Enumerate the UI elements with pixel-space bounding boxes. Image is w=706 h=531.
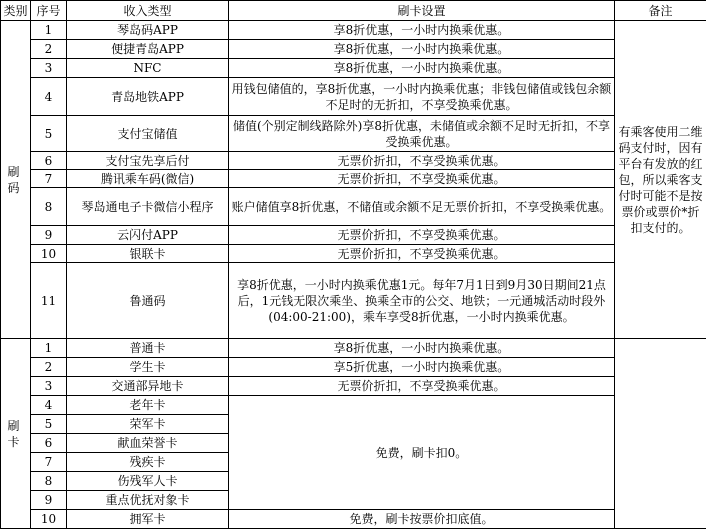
row-type: 老年卡 bbox=[67, 396, 229, 415]
row-type: 伤残军人卡 bbox=[67, 472, 229, 491]
row-setting: 享8折优惠，一小时内换乘优惠。 bbox=[229, 21, 615, 40]
row-seq: 4 bbox=[31, 78, 67, 116]
row-type: 鲁通码 bbox=[67, 263, 229, 339]
header-income-type: 收入类型 bbox=[67, 1, 229, 21]
row-setting: 储值(个别定制线路除外)享8折优惠，未储值或余额不足时无折扣，不享受换乘优惠。 bbox=[229, 116, 615, 152]
row-type: 便捷青岛APP bbox=[67, 40, 229, 59]
header-remark: 备注 bbox=[615, 1, 706, 21]
table-row bbox=[1, 510, 706, 529]
row-type: 云闪付APP bbox=[67, 226, 229, 245]
table-row bbox=[1, 377, 706, 396]
row-setting: 享8折优惠，一小时内换乘优惠。 bbox=[229, 40, 615, 59]
row-type: 学生卡 bbox=[67, 358, 229, 377]
row-setting: 用钱包储值的，享8折优惠，一小时内换乘优惠；非钱包储值或钱包余额不足时的无折扣，不享受换乘优惠。 bbox=[229, 78, 615, 116]
row-setting: 无票价折扣，不享受换乘优惠。 bbox=[229, 170, 615, 188]
row-type: 支付宝先享后付 bbox=[67, 152, 229, 170]
table-row bbox=[1, 263, 706, 339]
row-seq: 5 bbox=[31, 415, 67, 434]
row-type: 残疾卡 bbox=[67, 453, 229, 472]
row-seq: 2 bbox=[31, 40, 67, 59]
row-setting: 免费，刷卡按票价扣底值。 bbox=[229, 510, 615, 529]
row-seq: 2 bbox=[31, 358, 67, 377]
row-type: 荣军卡 bbox=[67, 415, 229, 434]
row-type: 拥军卡 bbox=[67, 510, 229, 529]
row-seq: 6 bbox=[31, 152, 67, 170]
row-setting: 享5折优惠，一小时内换乘优惠。 bbox=[229, 358, 615, 377]
row-seq: 10 bbox=[31, 510, 67, 529]
header-setting: 刷卡设置 bbox=[229, 1, 615, 21]
row-seq: 7 bbox=[31, 453, 67, 472]
row-setting: 享8折优惠，一小时内换乘优惠1元。每年7月1日到9月30日期间21点后，1元钱无限次乘坐、换乘全市的公交、地铁；一元通城活动时段外(04:00-21:00)，乘车享受8折优惠，一小时内换乘优惠。 bbox=[229, 263, 615, 339]
row-seq: 3 bbox=[31, 59, 67, 78]
header-seq: 序号 bbox=[31, 1, 67, 21]
row-setting: 享8折优惠，一小时内换乘优惠。 bbox=[229, 59, 615, 78]
row-type: 交通部异地卡 bbox=[67, 377, 229, 396]
row-seq: 1 bbox=[31, 339, 67, 358]
row-seq: 6 bbox=[31, 434, 67, 453]
row-type: NFC bbox=[67, 59, 229, 78]
table-row bbox=[1, 78, 706, 116]
row-setting: 无票价折扣，不享受换乘优惠。 bbox=[229, 377, 615, 396]
row-type: 普通卡 bbox=[67, 339, 229, 358]
row-seq: 10 bbox=[31, 245, 67, 263]
row-setting: 享8折优惠，一小时内换乘优惠。 bbox=[229, 339, 615, 358]
row-seq: 9 bbox=[31, 491, 67, 510]
row-type: 献血荣誉卡 bbox=[67, 434, 229, 453]
row-type: 青岛地铁APP bbox=[67, 78, 229, 116]
row-seq: 3 bbox=[31, 377, 67, 396]
table-row bbox=[1, 116, 706, 152]
qr-remark: 有乘客使用二维码支付时，因有平台有发放的红包，所以乘客支付时可能不是按票价或票价*折扣支付的。 bbox=[615, 21, 706, 339]
free-setting: 免费，刷卡扣0。 bbox=[229, 396, 615, 510]
row-setting: 无票价折扣，不享受换乘优惠。 bbox=[229, 152, 615, 170]
row-type: 琴岛码APP bbox=[67, 21, 229, 40]
table-row bbox=[1, 396, 706, 415]
table-row bbox=[1, 59, 706, 78]
card-remark bbox=[615, 339, 706, 529]
table-row bbox=[1, 245, 706, 263]
category-qr: 刷码 bbox=[1, 21, 31, 339]
row-type: 腾讯乘车码(微信) bbox=[67, 170, 229, 188]
header-row bbox=[1, 1, 706, 21]
table-row bbox=[1, 170, 706, 188]
table-row bbox=[1, 40, 706, 59]
row-seq: 1 bbox=[31, 21, 67, 40]
table-row bbox=[1, 226, 706, 245]
row-seq: 4 bbox=[31, 396, 67, 415]
row-setting: 无票价折扣，不享受换乘优惠。 bbox=[229, 226, 615, 245]
table-row bbox=[1, 339, 706, 358]
row-seq: 8 bbox=[31, 472, 67, 491]
row-seq: 7 bbox=[31, 170, 67, 188]
row-type: 银联卡 bbox=[67, 245, 229, 263]
header-category: 类别 bbox=[1, 1, 31, 21]
category-card: 刷卡 bbox=[1, 339, 31, 529]
row-type: 琴岛通电子卡微信小程序 bbox=[67, 188, 229, 226]
table-row bbox=[1, 188, 706, 226]
row-seq: 8 bbox=[31, 188, 67, 226]
row-seq: 5 bbox=[31, 116, 67, 152]
table-row bbox=[1, 21, 706, 40]
row-setting: 账户储值享8折优惠，不储值或余额不足无票价折扣，不享受换乘优惠。 bbox=[229, 188, 615, 226]
table-row bbox=[1, 152, 706, 170]
row-seq: 9 bbox=[31, 226, 67, 245]
row-seq: 11 bbox=[31, 263, 67, 339]
table-row bbox=[1, 358, 706, 377]
row-setting: 无票价折扣，不享受换乘优惠。 bbox=[229, 245, 615, 263]
row-type: 重点优抚对象卡 bbox=[67, 491, 229, 510]
row-type: 支付宝储值 bbox=[67, 116, 229, 152]
